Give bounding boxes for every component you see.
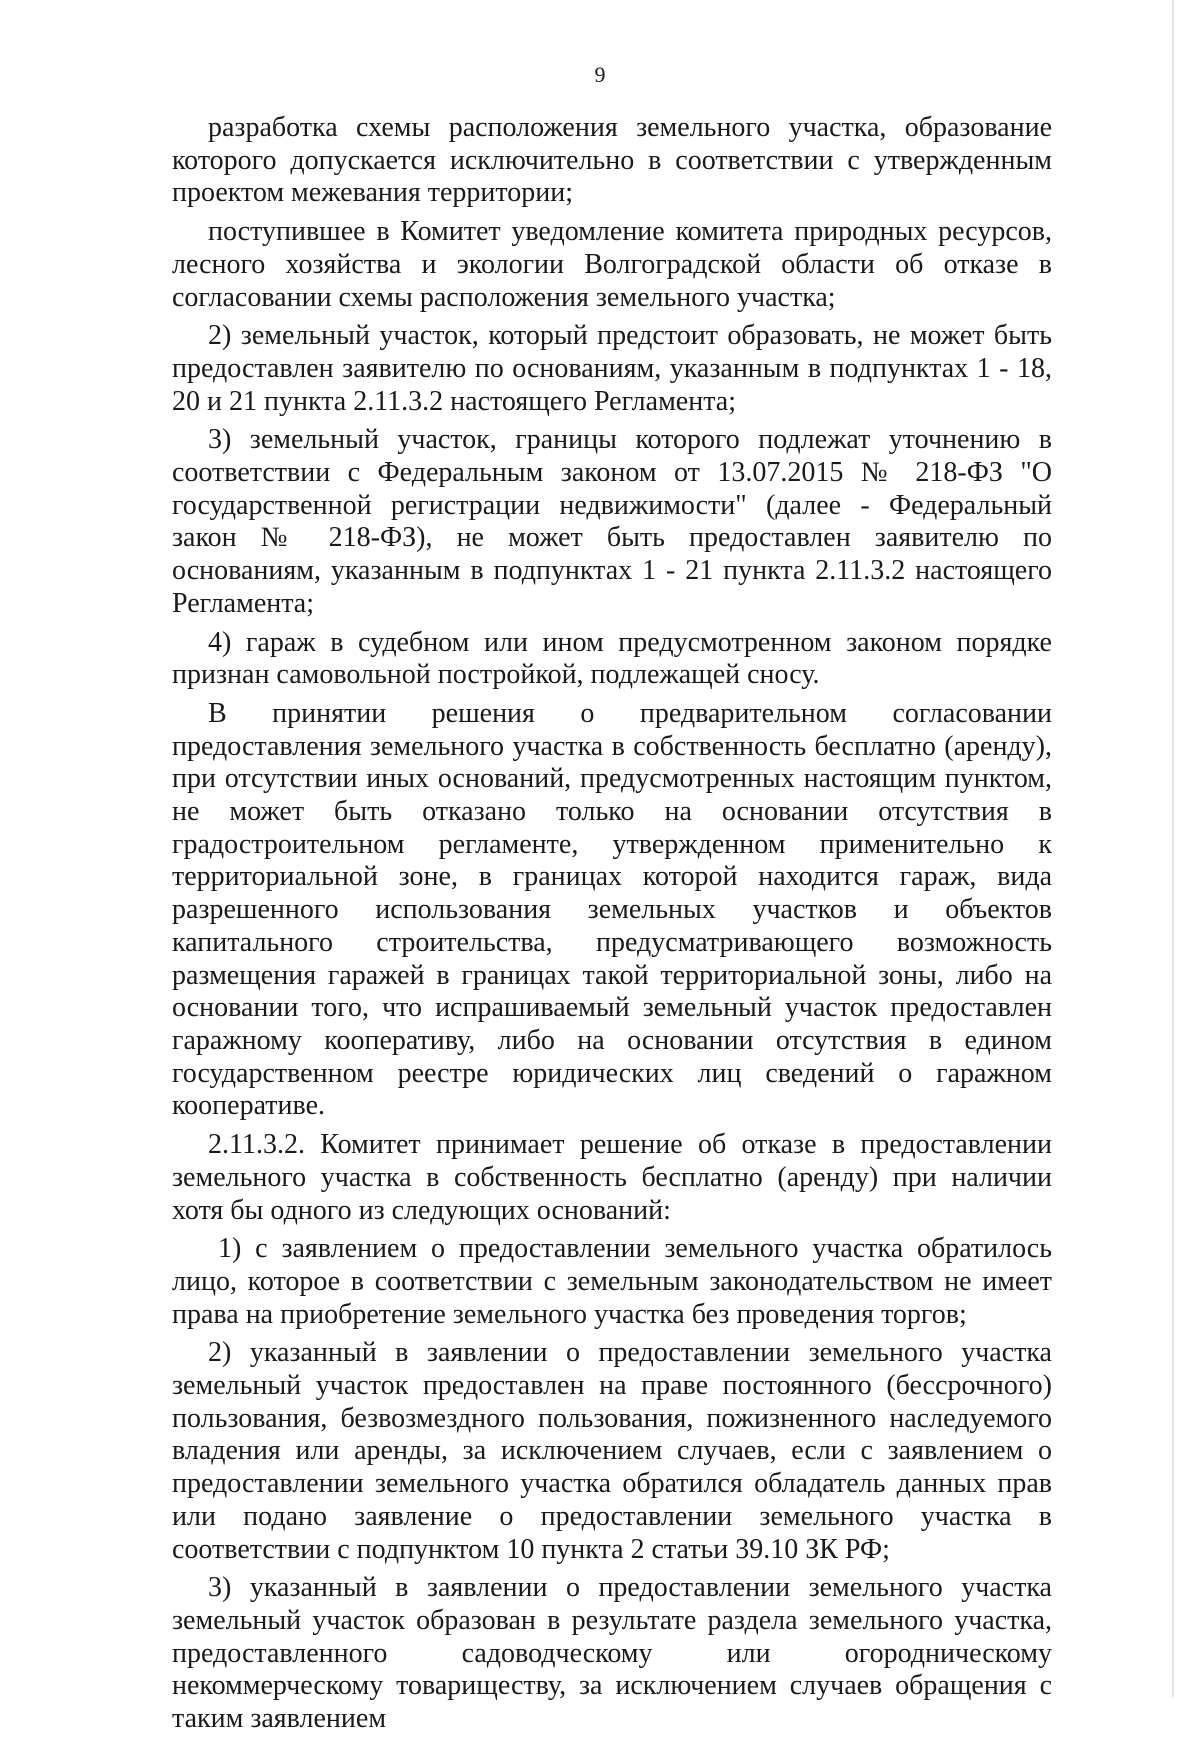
paragraph-committee-notice: поступившее в Комитет уведомление комитета природных ресурсов, лесного хозяйства и экологии Волгоградской области об отказе в согласовании схемы расположения земельного участка; (172, 216, 1052, 313)
paragraph-ground-3: 3) указанный в заявлении о предоставлении земельного участка земельный участок образован в результате раздела земельного участка, предоставленного садоводческому или огородническому некоммерческому товариществу, за исключением случаев обращения с таким заявлением (172, 1572, 1052, 1735)
page-number: 9 (594, 62, 606, 87)
paragraph-ground-1: 1) с заявлением о предоставлении земельного участка обратилось лицо, которое в соответствии с земельным законодательством не имеет права на приобретение земельного участка без проведения торгов; (172, 1233, 1052, 1330)
paragraph-item-4: 4) гараж в судебном или ином предусмотренном законом порядке признан самовольной постройкой, подлежащей сносу. (172, 626, 1052, 691)
paragraph-item-2: 2) земельный участок, который предстоит образовать, не может быть предоставлен заявителю по основаниям, указанным в подпунктах 1 - 18, 20 и 21 пункта 2.11.3.2 настоящего Регламента; (172, 320, 1052, 417)
document-body (172, 112, 1052, 1742)
paragraph-ground-2: 2) указанный в заявлении о предоставлении земельного участка земельный участок предоставлен на праве постоянного (бессрочного) пользования, безвозмездного пользования, пожизненного наследуемого владения или аренды, за исключением случаев, если с заявлением о предоставлении земельного участка обратился обладатель данных прав или подано заявление о предоставлении земельного участка в соответствии с подпунктом 10 пункта 2 статьи 39.10 ЗК РФ; (172, 1337, 1052, 1565)
paragraph-scheme-development: разработка схемы расположения земельного участка, образование которого допускается исключительно в соответствии с утвержденным проектом межевания территории; (172, 112, 1052, 209)
page-edge-shadow (1172, 0, 1174, 1697)
paragraph-refusal-grounds: В принятии решения о предварительном согласовании предоставления земельного участка в собственность бесплатно (аренду), при отсутствии иных оснований, предусмотренных настоящим пунктом, не может быть отказано только на основании отсутствия в градостроительном регламенте, утвержденном применительно к территориальной зоне, в границах которой находится гараж, вида разрешенного использования земельных участков и объектов капитального строительства, предусматривающего возможность размещения гаражей в границах такой территориальной зоны, либо на основании того, что испрашиваемый земельный участок предоставлен гаражному кооперативу, либо на основании отсутствия в едином государственном реестре юридических лиц сведений о гаражном кооперативе. (172, 697, 1052, 1122)
paragraph-section-2-11-3-2: 2.11.3.2. Комитет принимает решение об отказе в предоставлении земельного участка в собственность бесплатно (аренду) при наличии хотя бы одного из следующих оснований: (172, 1129, 1052, 1226)
paragraph-item-3: 3) земельный участок, границы которого подлежат уточнению в соответствии с Федеральным законом от 13.07.2015 № 218-ФЗ "О государственной регистрации недвижимости" (далее - Федеральный закон № 218-ФЗ), не может быть предоставлен заявителю по основаниям, указанным в подпунктах 1 - 21 пункта 2.11.3.2 настоящего Регламента; (172, 424, 1052, 619)
